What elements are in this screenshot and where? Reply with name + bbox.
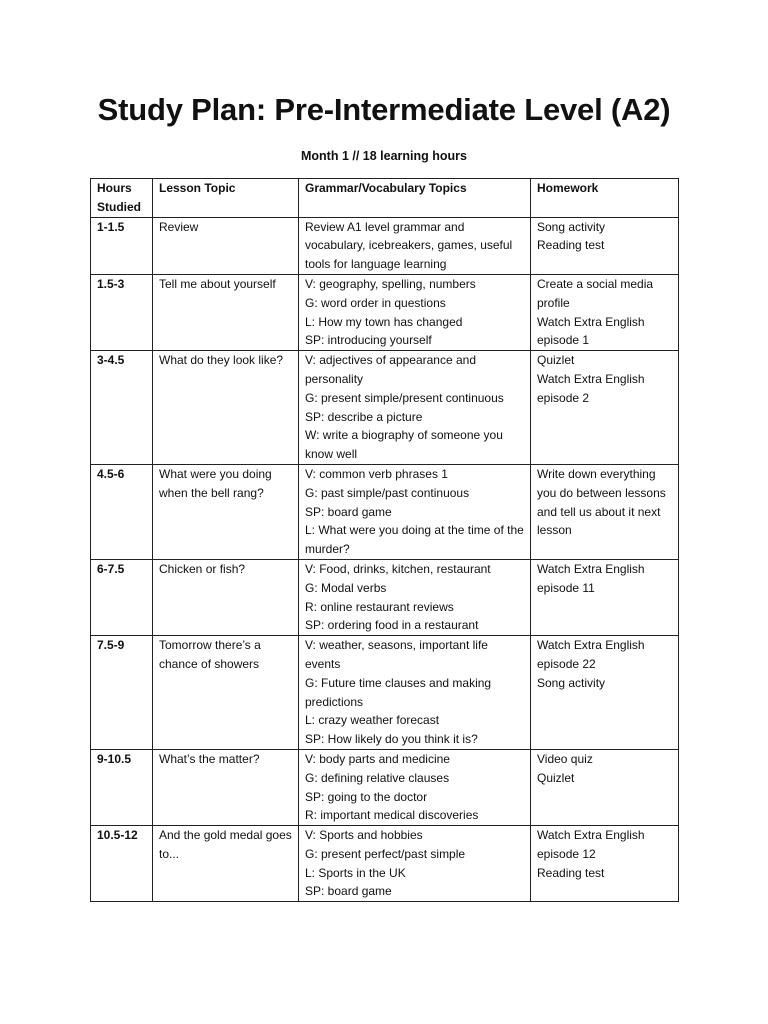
table-row [91, 217, 679, 274]
grammar-line: G: Future time clauses and making predictions [305, 675, 492, 709]
cell-hours: 9-10.5 [91, 749, 153, 825]
grammar-line: G: word order in questions [305, 295, 446, 310]
cell-homework [531, 274, 679, 350]
cell-hours: 1-1.5 [91, 217, 153, 274]
cell-hours: 10.5-12 [91, 826, 153, 902]
homework-line: Watch Extra English episode 12 [537, 828, 645, 861]
homework-line: Song activity [537, 675, 606, 690]
cell-homework [531, 559, 679, 635]
grammar-line: L: Sports in the UK [305, 865, 406, 880]
table-header-row [91, 179, 679, 218]
homework-line: Song activity [537, 219, 606, 234]
grammar-line: SP: going to the doctor [305, 789, 428, 804]
homework-line: Watch Extra English episode 11 [537, 561, 645, 595]
grammar-line: SP: board game [305, 504, 392, 519]
header-hours: Hours Studied [91, 179, 153, 218]
homework-line: Quizlet [537, 770, 575, 785]
grammar-line: SP: introducing yourself [305, 333, 432, 348]
grammar-line: G: present simple/present continuous [305, 390, 504, 405]
cell-hours: 1.5-3 [91, 274, 153, 350]
grammar-line: V: weather, seasons, important life events [305, 638, 488, 671]
cell-lesson-topic: What do they look like? [153, 351, 299, 465]
cell-homework [531, 217, 679, 274]
grammar-line: V: Food, drinks, kitchen, restaurant [305, 561, 491, 576]
page-title: Study Plan: Pre-Intermediate Level (A2) [97, 92, 671, 127]
grammar-line: L: How my town has changed [305, 314, 463, 329]
homework-line: Watch Extra English episode 2 [537, 371, 645, 405]
grammar-line: SP: board game [305, 884, 392, 899]
grammar-line: G: present perfect/past simple [305, 846, 466, 861]
table-row [91, 636, 679, 750]
homework-line: Watch Extra English episode 22 [537, 638, 645, 671]
grammar-line: SP: ordering food in a restaurant [305, 618, 479, 633]
homework-line: Write down everything you do between lessons and tell us about it next lesson [537, 466, 666, 538]
cell-lesson-topic: What’s the matter? [153, 749, 299, 825]
grammar-line: V: body parts and medicine [305, 751, 450, 766]
cell-grammar-vocabulary [299, 559, 531, 635]
cell-grammar-vocabulary [299, 217, 531, 274]
table-row [91, 559, 679, 635]
grammar-line: L: crazy weather forecast [305, 713, 440, 728]
table-row [91, 826, 679, 902]
cell-lesson-topic: Tell me about yourself [153, 274, 299, 350]
study-plan-table [90, 178, 679, 902]
table-row [91, 274, 679, 350]
table-body [91, 217, 679, 902]
grammar-line: V: geography, spelling, numbers [305, 276, 476, 291]
grammar-line: V: common verb phrases 1 [305, 466, 448, 481]
cell-hours: 3-4.5 [91, 351, 153, 465]
grammar-line: G: Modal verbs [305, 580, 387, 595]
cell-grammar-vocabulary [299, 351, 531, 465]
table-row [91, 351, 679, 465]
cell-homework [531, 749, 679, 825]
header-lesson-topic: Lesson Topic [153, 179, 299, 218]
header-grammar-vocabulary: Grammar/Vocabulary Topics [299, 179, 531, 218]
homework-line: Reading test [537, 238, 605, 253]
cell-lesson-topic: And the gold medal goes to... [153, 826, 299, 902]
homework-line: Create a social media profile [537, 276, 654, 310]
cell-hours: 7.5-9 [91, 636, 153, 750]
grammar-line: L: What were you doing at the time of the murder? [305, 523, 524, 557]
cell-grammar-vocabulary [299, 464, 531, 559]
header-homework: Homework [531, 179, 679, 218]
cell-lesson-topic: Chicken or fish? [153, 559, 299, 635]
grammar-line: SP: describe a picture [305, 409, 423, 424]
cell-lesson-topic: What were you doing when the bell rang? [153, 464, 299, 559]
cell-grammar-vocabulary [299, 749, 531, 825]
grammar-line: R: online restaurant reviews [305, 599, 454, 614]
cell-lesson-topic: Review [153, 217, 299, 274]
cell-grammar-vocabulary [299, 826, 531, 902]
cell-homework [531, 351, 679, 465]
cell-homework [531, 826, 679, 902]
homework-line: Video quiz [537, 751, 593, 766]
grammar-line: G: defining relative clauses [305, 770, 450, 785]
homework-line: Reading test [537, 865, 605, 880]
grammar-line: V: adjectives of appearance and personality [305, 353, 477, 386]
cell-hours: 6-7.5 [91, 559, 153, 635]
grammar-line: Review A1 level grammar and vocabulary, icebreakers, games, useful tools for language learning [305, 219, 513, 272]
cell-homework [531, 464, 679, 559]
grammar-line: G: past simple/past continuous [305, 485, 470, 500]
homework-line: Watch Extra English episode 1 [537, 314, 645, 348]
cell-grammar-vocabulary [299, 636, 531, 750]
grammar-line: V: Sports and hobbies [305, 828, 423, 843]
cell-hours: 4.5-6 [91, 464, 153, 559]
table-row [91, 749, 679, 825]
grammar-line: R: important medical discoveries [305, 808, 479, 823]
cell-grammar-vocabulary [299, 274, 531, 350]
grammar-line: W: write a biography of someone you know well [305, 428, 503, 462]
table-row [91, 464, 679, 559]
homework-line: Quizlet [537, 353, 575, 368]
grammar-line: SP: How likely do you think it is? [305, 732, 478, 747]
cell-lesson-topic: Tomorrow there’s a chance of showers [153, 636, 299, 750]
cell-homework [531, 636, 679, 750]
page-subtitle: Month 1 // 18 learning hours [301, 149, 467, 163]
